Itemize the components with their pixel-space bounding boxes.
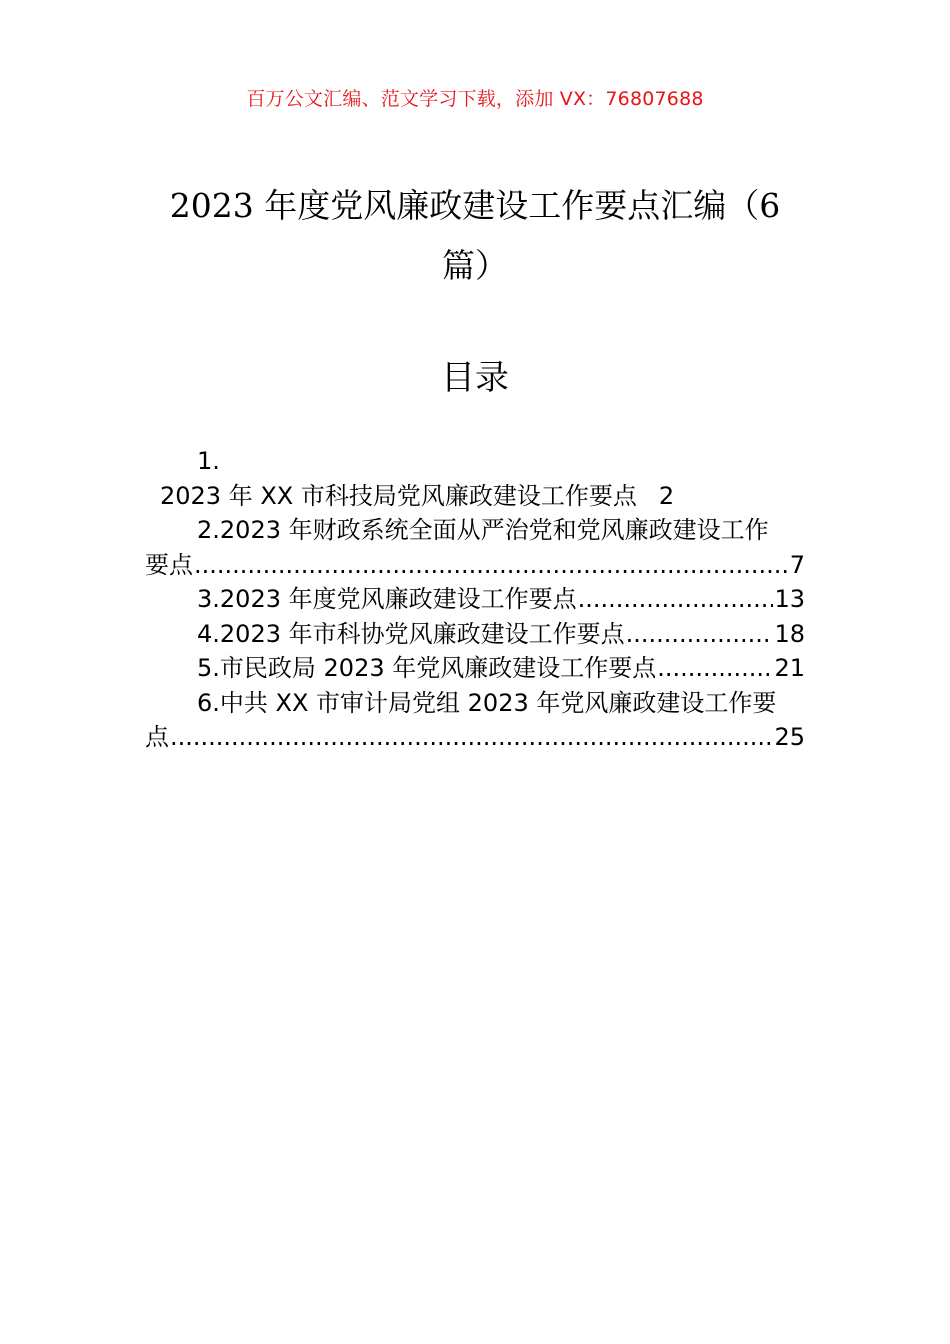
toc-item-2-text-line-2: 要点 xyxy=(145,550,193,579)
document-title-line-2: 篇） xyxy=(442,246,508,285)
toc-item-6-text-line-2: 点 xyxy=(145,723,169,751)
toc-item-2-line-2[interactable] xyxy=(145,548,805,583)
toc-item-2-line-1[interactable] xyxy=(145,513,805,548)
header-note: 百万公文汇编、范文学习下载，添加 VX：76807688 xyxy=(246,88,704,110)
document-title xyxy=(145,176,805,296)
toc-item-5[interactable] xyxy=(145,651,805,686)
toc-item-6-text-line-1: 6.中共 XX 市审计局党组 2023 年党风廉政建设工作要 xyxy=(197,688,777,717)
toc-item-5-page: 21 xyxy=(774,654,805,682)
toc-item-3-text: 3.2023 年度党风廉政建设工作要点 xyxy=(197,585,577,613)
toc-item-2-page: 7 xyxy=(789,550,805,579)
document-title-line-1: 2023 年度党风廉政建设工作要点汇编（6 xyxy=(169,186,781,225)
toc-item-2-text-line-1: 2.2023 年财政系统全面从严治党和党风廉政建设工作 xyxy=(197,516,769,544)
toc-item-4-page: 18 xyxy=(774,619,805,648)
toc-item-5-text: 5.市民政局 2023 年党风廉政建设工作要点 xyxy=(197,654,657,682)
toc-item-3-leader xyxy=(578,582,774,617)
toc-item-4[interactable] xyxy=(145,617,805,652)
toc-item-1[interactable] xyxy=(145,479,805,514)
toc-item-1-page: 2 xyxy=(658,481,675,510)
table-of-contents xyxy=(145,444,805,755)
toc-item-6-line-2[interactable] xyxy=(145,720,805,755)
toc-item-4-text: 4.2023 年市科协党风廉政建设工作要点 xyxy=(197,619,625,648)
toc-item-5-leader xyxy=(657,651,773,686)
toc-item-6-line-1[interactable] xyxy=(145,686,805,721)
toc-item-1-number-line[interactable] xyxy=(145,444,805,479)
toc-item-1-text: 2023 年 XX 市科技局党风廉政建设工作要点 xyxy=(160,481,637,510)
toc-item-1-number: 1. xyxy=(197,447,220,475)
toc-item-6-page: 25 xyxy=(774,723,805,751)
toc-item-3-page: 13 xyxy=(774,585,805,613)
toc-item-2-leader xyxy=(194,548,789,583)
toc-item-3[interactable] xyxy=(145,582,805,617)
toc-item-6-leader xyxy=(170,720,773,755)
toc-heading: 目录 xyxy=(441,358,509,398)
toc-item-4-leader xyxy=(626,617,774,652)
